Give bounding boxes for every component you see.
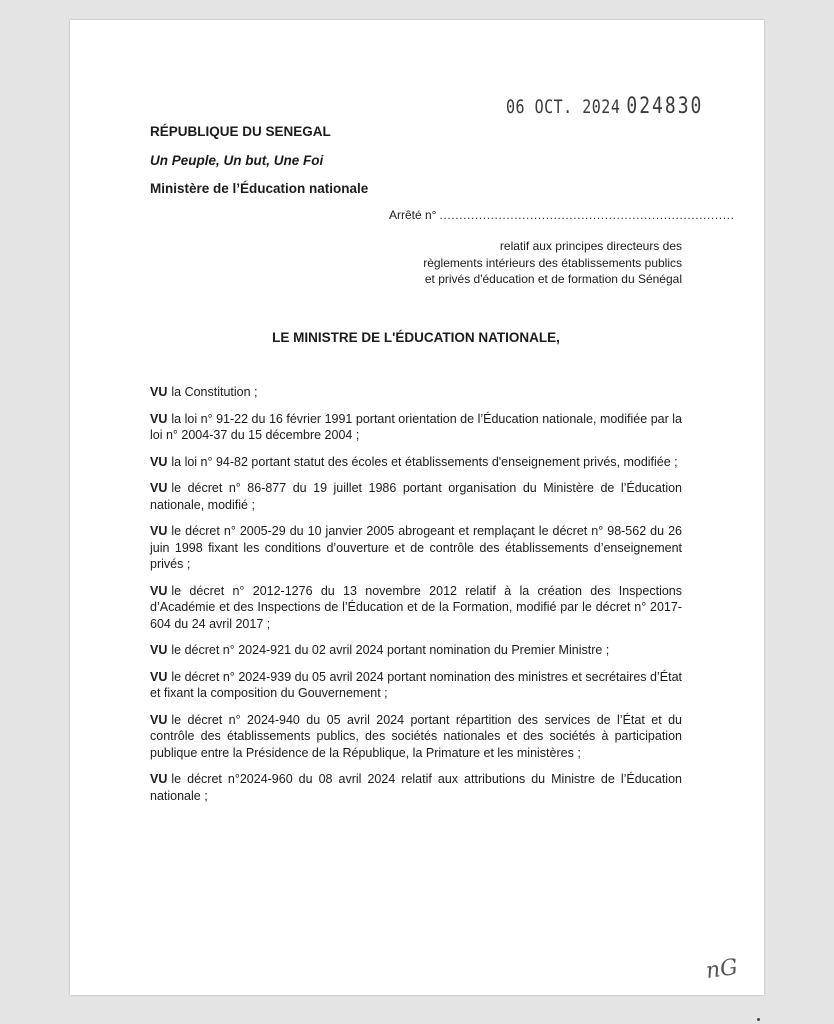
vu-label: VU: [150, 481, 168, 495]
visa-text: le décret n° 2012-1276 du 13 novembre 2012 relatif à la création des Inspections d’Académie et des Inspections de l’Éducation et de la Formation, modifié par le décret n° 2017-604 du 24 avril 2017 ;: [150, 583, 682, 631]
visa-item: [150, 454, 682, 471]
visa-text: le décret n° 2024-940 du 05 avril 2024 portant répartition des services de l’État et du contrôle des établissements publics, des sociétés nationales et des sociétés à participation publique entre la Présidence de la République, la Primature et les ministères ;: [150, 712, 682, 760]
stamp-date: 06 OCT. 2024: [506, 95, 621, 118]
subject-line: règlements intérieurs des établissements publics: [423, 255, 682, 270]
visa-item: [150, 480, 682, 513]
visa-item: [150, 384, 682, 401]
handwritten-initials: nG: [704, 954, 740, 985]
visa-text: le décret n°2024-960 du 08 avril 2024 relatif aux attributions du Ministre de l’Éducation nationale ;: [150, 772, 682, 803]
vu-label: VU: [150, 454, 168, 469]
visa-item: [150, 771, 682, 804]
vu-label: VU: [150, 411, 168, 426]
visa-text: la loi n° 94-82 portant statut des écoles et établissements d'enseignement privés, modifiée ;: [171, 454, 678, 469]
ministry-name: Ministère de l’Éducation nationale: [150, 181, 369, 196]
arrete-dots: ...........................................................................: [439, 208, 735, 222]
vu-label: VU: [150, 772, 168, 786]
vu-label: VU: [150, 385, 168, 399]
visa-item: [150, 712, 682, 762]
visa-text: le décret n° 2024-921 du 02 avril 2024 portant nomination du Premier Ministre ;: [171, 643, 610, 657]
visa-text: le décret n° 86-877 du 19 juillet 1986 portant organisation du Ministère de l’Éducation nationale, modifié ;: [150, 481, 682, 512]
minister-title: LE MINISTRE DE L'ÉDUCATION NATIONALE,: [272, 330, 560, 345]
stamp-number: 024830: [626, 93, 704, 120]
vu-label: VU: [150, 643, 168, 657]
subject-line: et privés d'éducation et de formation du Sénégal: [424, 272, 682, 286]
arrete-number-line: [389, 208, 735, 222]
republic-heading: RÉPUBLIQUE DU SENEGAL: [150, 124, 331, 139]
visa-text: le décret n° 2024-939 du 05 avril 2024 portant nomination des ministres et secrétaires d’État et fixant la composition du Gouvernement ;: [150, 669, 682, 700]
visa-item: [150, 523, 682, 573]
visa-text: la loi n° 91-22 du 16 février 1991 portant orientation de l’Éducation nationale, modifiée par la loi n° 2004-37 du 15 décembre 2004 ;: [150, 411, 682, 442]
visa-item: [150, 411, 682, 444]
vu-label: VU: [150, 583, 168, 598]
visas-list: [150, 384, 682, 814]
visa-item: [150, 669, 682, 702]
visa-text: le décret n° 2005-29 du 10 janvier 2005 abrogeant et remplaçant le décret n° 98-562 du 26 juin 1998 fixant les conditions d’ouverture et de contrôle des établissements d’enseignement privés ;: [150, 524, 682, 571]
arrete-label: Arrêté n°: [389, 208, 437, 222]
reception-stamp: [506, 93, 703, 119]
vu-label: VU: [150, 669, 168, 684]
subject-line: relatif aux principes directeurs des: [499, 239, 682, 253]
visa-item: [150, 642, 682, 659]
vu-label: VU: [150, 524, 168, 538]
national-motto: Un Peuple, Un but, Une Foi: [150, 153, 324, 168]
visa-item: [150, 583, 682, 633]
visa-text: la Constitution ;: [171, 385, 258, 399]
scan-mark: [757, 1018, 760, 1021]
arrete-subject: [362, 238, 682, 288]
vu-label: VU: [150, 712, 168, 727]
